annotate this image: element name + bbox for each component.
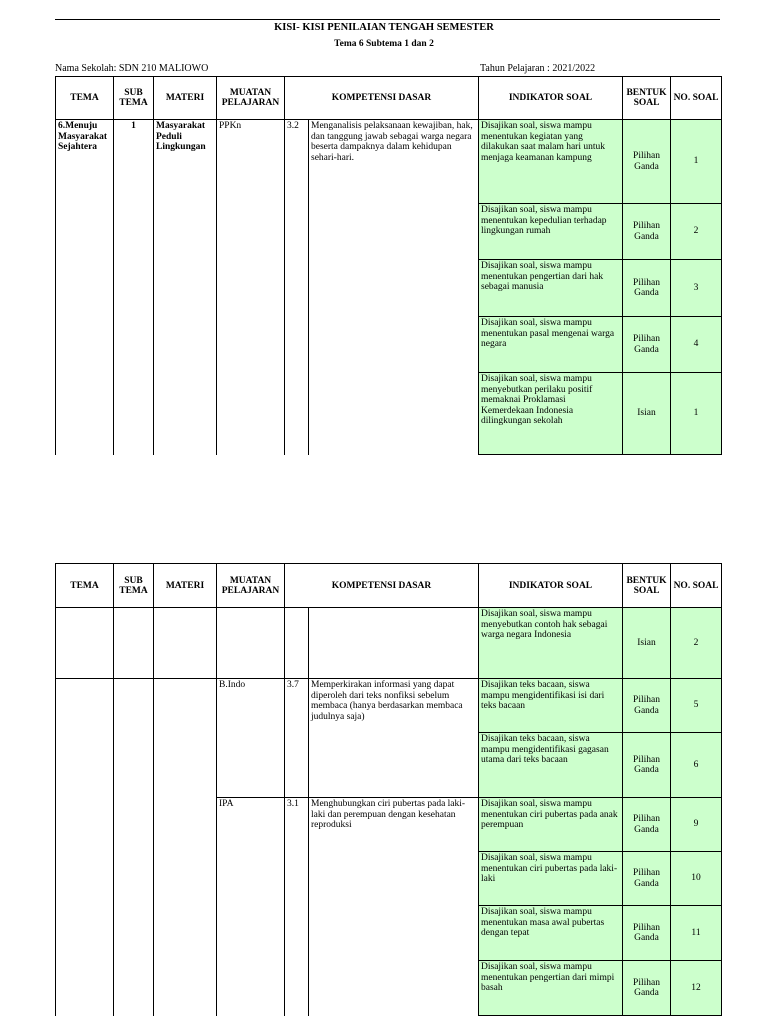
bentuk-soal-cell: Isian [623,608,671,679]
header-tema: TEMA [56,564,114,608]
kisi-table-page-2 [55,563,722,1016]
kd-number: 3.2 [285,120,309,455]
materi-cell-empty [154,608,217,679]
header-bentuk-soal: BENTUK SOAL [623,564,671,608]
subtema-cell-empty [114,679,154,1016]
header-bentuk-soal: BENTUK SOAL [623,77,671,120]
header-muatan: MUATAN PELAJARAN [217,77,285,120]
indikator-cell: Disajikan soal, siswa mampu menentukan masa awal pubertas dengan tepat [479,906,623,961]
no-soal-cell: 11 [671,906,722,961]
kisi-table-page-1 [55,76,722,455]
kd-text: Memperkirakan informasi yang dapat diperoleh dari teks nonfiksi sebelum membaca (hanya berdasarkan membaca judulnya saja) [309,679,479,798]
indikator-cell: Disajikan soal, siswa mampu menentukan pasal mengenai warga negara [479,317,623,373]
bentuk-soal-cell: Pilihan Ganda [623,260,671,317]
header-muatan: MUATAN PELAJARAN [217,564,285,608]
tema-cell-empty [56,608,114,679]
header-tema: TEMA [56,77,114,120]
bentuk-soal-cell: Pilihan Ganda [623,798,671,852]
indikator-cell: Disajikan soal, siswa mampu menentukan ciri pubertas pada laki-laki [479,852,623,906]
header-no-soal: NO. SOAL [671,564,722,608]
indikator-cell: Disajikan teks bacaan, siswa mampu mengidentifikasi gagasan utama dari teks bacaan [479,733,623,798]
header-materi: MATERI [154,77,217,120]
kd-number-empty [285,608,309,679]
materi-cell: Masyarakat Peduli Lingkungan [154,120,217,455]
no-soal-cell: 10 [671,852,722,906]
materi-cell-empty [154,679,217,1016]
document-title: KISI- KISI PENILAIAN TENGAH SEMESTER [274,22,494,33]
kd-number: 3.1 [285,798,309,1016]
header-indikator: INDIKATOR SOAL [479,564,623,608]
no-soal-cell: 9 [671,798,722,852]
bentuk-soal-cell: Pilihan Ganda [623,679,671,733]
no-soal-cell: 3 [671,260,722,317]
table-row [56,608,722,679]
header-materi: MATERI [154,564,217,608]
kd-text-empty [309,608,479,679]
subtema-cell: 1 [114,120,154,455]
header-kompetensi-dasar: KOMPETENSI DASAR [285,564,479,608]
indikator-cell: Disajikan soal, siswa mampu menyebutkan perilaku positif memaknai Proklamasi Kemerdekaan Indonesia dilingkungan sekolah [479,373,623,455]
header-subtema: SUB TEMA [114,564,154,608]
no-soal-cell: 12 [671,961,722,1016]
bentuk-soal-cell: Pilihan Ganda [623,733,671,798]
muatan-cell-empty [217,608,285,679]
indikator-cell: Disajikan soal, siswa mampu menentukan ciri pubertas pada anak perempuan [479,798,623,852]
muatan-cell: B.Indo [217,679,285,798]
bentuk-soal-cell: Isian [623,373,671,455]
bentuk-soal-cell: Pilihan Ganda [623,204,671,260]
header-kompetensi-dasar: KOMPETENSI DASAR [285,77,479,120]
indikator-cell: Disajikan soal, siswa mampu menyebutkan contoh hak sebagai warga negara Indonesia [479,608,623,679]
no-soal-cell: 2 [671,204,722,260]
no-soal-cell: 6 [671,733,722,798]
header-no-soal: NO. SOAL [671,77,722,120]
no-soal-cell: 5 [671,679,722,733]
table-header-row [56,77,722,120]
bentuk-soal-cell: Pilihan Ganda [623,852,671,906]
muatan-cell: PPKn [217,120,285,455]
indikator-cell: Disajikan soal, siswa mampu menentukan kegiatan yang dilakukan saat malam hari untuk menjaga keamanan kampung [479,120,623,204]
top-rule [55,19,720,20]
muatan-cell: IPA [217,798,285,1016]
no-soal-cell: 1 [671,373,722,455]
bentuk-soal-cell: Pilihan Ganda [623,961,671,1016]
no-soal-cell: 1 [671,120,722,204]
no-soal-cell: 2 [671,608,722,679]
bentuk-soal-cell: Pilihan Ganda [623,120,671,204]
kd-text: Menganalisis pelaksanaan kewajiban, hak, dan tanggung jawab sebagai warga negara beserta dampaknya dalam kehidupan sehari-hari. [309,120,479,455]
tema-cell: 6.Menuju Masyarakat Sejahtera [56,120,114,455]
table-header-row [56,564,722,608]
kd-text: Menghubungkan ciri pubertas pada laki-laki dan perempuan dengan kesehatan reproduksi [309,798,479,1016]
kd-number: 3.7 [285,679,309,798]
school-name: Nama Sekolah: SDN 210 MALIOWO [55,63,209,74]
table-row [56,120,722,204]
tema-cell-empty [56,679,114,1016]
bentuk-soal-cell: Pilihan Ganda [623,906,671,961]
header-subtema: SUB TEMA [114,77,154,120]
indikator-cell: Disajikan soal, siswa mampu menentukan kepedulian terhadap lingkungan rumah [479,204,623,260]
bentuk-soal-cell: Pilihan Ganda [623,317,671,373]
subtema-cell-empty [114,608,154,679]
table-row [56,679,722,733]
no-soal-cell: 4 [671,317,722,373]
document-subtitle: Tema 6 Subtema 1 dan 2 [334,39,434,49]
header-indikator: INDIKATOR SOAL [479,77,623,120]
indikator-cell: Disajikan soal, siswa mampu menentukan pengertian dari hak sebagai manusia [479,260,623,317]
indikator-cell: Disajikan teks bacaan, siswa mampu mengidentifikasi isi dari teks bacaan [479,679,623,733]
academic-year: Tahun Pelajaran : 2021/2022 [480,63,596,74]
indikator-cell: Disajikan soal, siswa mampu menentukan pengertian dari mimpi basah [479,961,623,1016]
